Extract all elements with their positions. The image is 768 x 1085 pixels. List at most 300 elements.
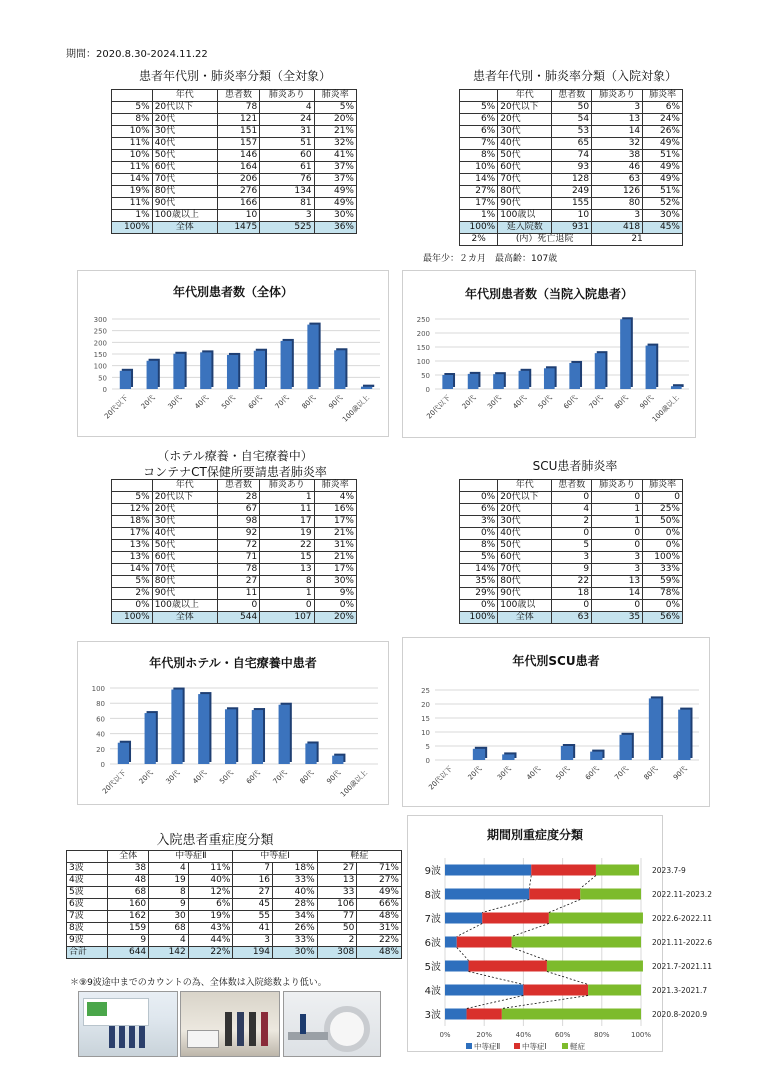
table-cell: 1% (460, 210, 498, 222)
column-header: 年代 (152, 480, 217, 492)
y-tick-label: 250 (416, 316, 430, 324)
legend-swatch (466, 1043, 472, 1049)
table-cell: 41% (314, 150, 356, 162)
bar (332, 756, 343, 764)
table-header-row (112, 90, 357, 102)
table-row (460, 138, 683, 150)
column-header: 肺炎あり (260, 480, 314, 492)
table-cell: 66% (357, 899, 402, 911)
table-row (112, 564, 357, 576)
table-cell: 1475 (217, 222, 259, 234)
table-cell: 27 (317, 863, 357, 875)
y-tick-label: 25 (421, 687, 430, 695)
series-connector (457, 948, 469, 961)
table-cell: 16 (233, 875, 273, 887)
table-cell: 6% (188, 899, 233, 911)
table-cell: 80代 (152, 186, 217, 198)
category-label: 4波 (424, 986, 441, 997)
x-tick-label: 80代 (642, 764, 660, 782)
x-tick-label: 100歳以上 (339, 768, 370, 799)
table-cell: 27% (357, 875, 402, 887)
table-row (112, 162, 357, 174)
column-header: 中等症Ⅱ (149, 851, 233, 863)
table-cell: 15 (260, 552, 314, 564)
table-cell: 26% (643, 126, 683, 138)
table-header-row (112, 480, 357, 492)
table-cell: 67 (217, 504, 259, 516)
table-cell: 70代 (498, 564, 552, 576)
table-row (112, 126, 357, 138)
table-cell: 76 (260, 174, 314, 186)
table-cell: 8 (260, 576, 314, 588)
table-cell: 20代以下 (498, 492, 552, 504)
table-cell: 8% (112, 114, 153, 126)
table-cell: 30代 (152, 516, 217, 528)
column-header: 肺炎あり (592, 480, 643, 492)
table-cell: 70代 (498, 174, 552, 186)
table-cell: 61 (260, 162, 314, 174)
table-row (67, 923, 402, 935)
bar-segment (457, 937, 512, 948)
table-row (112, 198, 357, 210)
table-cell: 60代 (498, 552, 552, 564)
table-cell: 46 (592, 162, 643, 174)
y-tick-label: 20 (421, 701, 430, 709)
bar-segment (445, 937, 457, 948)
table-cell: 19 (260, 528, 314, 540)
table-cell: 14 (592, 588, 643, 600)
table-row (112, 102, 357, 114)
column-header: 全体 (108, 851, 149, 863)
column-header (67, 851, 108, 863)
table-cell: 78% (643, 588, 683, 600)
table-cell: 7 (233, 863, 273, 875)
x-tick-label: 0% (439, 1031, 451, 1039)
table-cell: (内）死亡退院 (498, 234, 592, 246)
column-header: 患者数 (217, 480, 259, 492)
table-cell: 6% (460, 114, 498, 126)
bar-segment (445, 913, 482, 924)
table-cell: 18% (273, 863, 318, 875)
column-header (112, 480, 153, 492)
column-header (460, 90, 498, 102)
table-row (460, 516, 683, 528)
table-header-row (460, 480, 683, 492)
table-hotel-title-2: コンテナCT保健所要請患者肺炎率 (143, 465, 327, 479)
chart-title: 年代別SCU患者 (512, 654, 600, 668)
table-cell: 12% (188, 887, 233, 899)
table-cell: 3 (592, 564, 643, 576)
table-cell: 9 (552, 564, 592, 576)
table-cell: 13 (592, 576, 643, 588)
table-cell: 13 (317, 875, 357, 887)
table-cell: 0 (552, 600, 592, 612)
table-cell: 18 (552, 588, 592, 600)
table-cell: 166 (217, 198, 259, 210)
table-cell: 36% (314, 222, 356, 234)
table-cell: 19% (188, 911, 233, 923)
table-cell: 11 (217, 588, 259, 600)
table-cell: 24 (260, 114, 314, 126)
table-row (460, 504, 683, 516)
table-row (67, 935, 402, 947)
chart-title: 年代別患者数（当院入院患者） (464, 287, 633, 301)
table-cell: 49% (643, 138, 683, 150)
legend-label: 中等症Ⅰ (522, 1042, 547, 1051)
x-tick-label: 20代以下 (100, 768, 128, 796)
bar (595, 353, 606, 389)
legend-label: 中等症Ⅱ (474, 1042, 501, 1051)
table-cell: 20代 (498, 114, 552, 126)
table-all-title: 患者年代別・肺炎率分類（全対象） (138, 69, 331, 83)
table-cell: 3 (552, 552, 592, 564)
table-cell: 931 (552, 222, 592, 234)
table-cell: 22 (552, 576, 592, 588)
bar-segment (482, 913, 549, 924)
table-cell: 40% (273, 887, 318, 899)
table-cell: 100歳以上 (152, 600, 217, 612)
category-label: 8波 (424, 890, 441, 901)
table-cell: 50 (317, 923, 357, 935)
bar-segment (531, 865, 596, 876)
table-severity-title: 入院患者重症度分類 (156, 833, 274, 848)
table-cell: 0 (217, 600, 259, 612)
table-cell: 24% (643, 114, 683, 126)
table-cell: 155 (552, 198, 592, 210)
bar (671, 386, 682, 389)
table-cell: 33% (273, 875, 318, 887)
y-tick-label: 10 (421, 729, 430, 737)
table-cell: 45 (233, 899, 273, 911)
column-header (460, 480, 498, 492)
table-cell: 10 (552, 210, 592, 222)
table-cell: 20代 (152, 504, 217, 516)
category-label: 6波 (424, 938, 441, 949)
table-row (112, 516, 357, 528)
table-row (460, 540, 683, 552)
bar (225, 709, 236, 764)
table-cell: 60 (260, 150, 314, 162)
bar-segment (580, 889, 641, 900)
table-cell: 17% (314, 516, 356, 528)
table-cell: 49% (643, 162, 683, 174)
table-cell: 40代 (498, 528, 552, 540)
y-tick-label: 5 (425, 743, 430, 751)
pneumonia-table-hotel (111, 479, 357, 624)
table-cell: 20代以下 (152, 102, 217, 114)
column-header (112, 90, 153, 102)
bar (171, 690, 182, 764)
table-total-row (460, 612, 683, 624)
table-cell: 72 (217, 540, 259, 552)
bar-segment (549, 913, 643, 924)
x-tick-label: 20% (476, 1031, 492, 1039)
series-connector (580, 876, 596, 889)
column-header: 肺炎率 (643, 480, 683, 492)
table-cell: 68 (108, 887, 149, 899)
table-total-row (112, 222, 357, 234)
bar (590, 752, 602, 760)
x-tick-label: 60代 (583, 764, 601, 782)
bar (145, 713, 156, 764)
table-cell: 14% (460, 174, 498, 186)
table-cell: 29% (460, 588, 498, 600)
x-tick-label: 20代以下 (102, 393, 130, 421)
bar-segment (547, 961, 643, 972)
period-label: 2022.6-2022.11 (652, 914, 712, 923)
series-connector (512, 948, 547, 961)
pneumonia-table-scu (459, 479, 683, 624)
table-cell: 525 (260, 222, 314, 234)
x-tick-label: 30代 (495, 764, 513, 782)
x-tick-label: 80代 (612, 393, 630, 411)
bar (227, 355, 238, 389)
photo-team-room (180, 991, 280, 1057)
table-cell: 90代 (152, 198, 217, 210)
x-tick-label: 100歳以上 (650, 393, 681, 424)
table-row (460, 126, 683, 138)
column-header: 肺炎率 (314, 480, 356, 492)
table-row (112, 114, 357, 126)
severity-note: ＊⑨9波途中までのカウントの為、全体数は入院総数より低い。 (70, 978, 327, 988)
table-cell: 50代 (498, 540, 552, 552)
table-cell: 63 (592, 174, 643, 186)
bar-segment (523, 985, 588, 996)
photo-team-building (78, 991, 178, 1057)
table-cell: 100% (460, 612, 498, 624)
x-tick-label: 70代 (273, 393, 291, 411)
table-cell: 38 (592, 150, 643, 162)
pneumonia-table-all (111, 89, 357, 234)
table-cell: 4波 (67, 875, 108, 887)
table-row (460, 162, 683, 174)
table-row (460, 114, 683, 126)
table-cell: 68 (149, 923, 189, 935)
table-cell: 60代 (152, 552, 217, 564)
table-cell: 4 (149, 863, 189, 875)
series-connector (547, 972, 588, 985)
table-cell: 5% (112, 102, 153, 114)
x-tick-label: 100歳以上 (341, 393, 372, 424)
table-cell: 544 (217, 612, 259, 624)
table-total-row (112, 612, 357, 624)
table-cell: 6波 (67, 899, 108, 911)
table-cell: 14% (112, 174, 153, 186)
table-cell: 80 (592, 198, 643, 210)
table-cell: 48% (357, 911, 402, 923)
y-tick-label: 20 (96, 745, 105, 754)
table-cell: 35 (592, 612, 643, 624)
column-header: 患者数 (552, 90, 592, 102)
table-row (112, 528, 357, 540)
table-cell: 8% (460, 540, 498, 552)
table-cell: 100歳以 (498, 600, 552, 612)
table-cell: 100% (643, 552, 683, 564)
table-cell: 78 (217, 564, 259, 576)
table-cell: 14% (112, 564, 153, 576)
table-cell: 160 (108, 899, 149, 911)
table-cell: 90代 (152, 588, 217, 600)
table-cell: 10% (112, 126, 153, 138)
table-cell: 30% (314, 210, 356, 222)
table-cell: 17% (314, 564, 356, 576)
table-cell: 2% (112, 588, 153, 600)
category-label: 7波 (424, 914, 441, 925)
table-cell: 3 (260, 210, 314, 222)
table-total-row (460, 222, 683, 234)
bar (678, 710, 690, 760)
x-tick-label: 20代 (460, 393, 478, 411)
series-connector (549, 900, 580, 913)
table-cell: 45% (643, 222, 683, 234)
bar-segment (529, 889, 580, 900)
column-header: 軽症 (317, 851, 401, 863)
legend-swatch (514, 1043, 520, 1049)
series-connector (512, 924, 549, 937)
table-cell: 5波 (67, 887, 108, 899)
table-cell: 40代 (498, 138, 552, 150)
bar-segment (445, 865, 531, 876)
series-connector (529, 876, 531, 889)
table-cell: 100歳以 (498, 210, 552, 222)
x-tick-label: 70代 (613, 764, 631, 782)
period-label: 2021.11-2022.6 (652, 938, 712, 947)
table-cell: 27% (460, 186, 498, 198)
bar (120, 371, 131, 389)
column-header: 肺炎あり (592, 90, 643, 102)
bar (173, 354, 184, 389)
bar-segment (502, 1009, 641, 1020)
bar (442, 375, 453, 389)
legend-swatch (562, 1043, 568, 1049)
y-tick-label: 50 (98, 374, 107, 383)
table-cell: 4 (260, 102, 314, 114)
table-row (112, 150, 357, 162)
chart-scu-ages (402, 637, 710, 807)
x-tick-label: 50代 (220, 393, 238, 411)
table-cell: 21% (314, 552, 356, 564)
table-cell: 22% (188, 947, 233, 959)
column-header: 中等症Ⅰ (233, 851, 317, 863)
bar (468, 374, 479, 389)
table-cell: 8波 (67, 923, 108, 935)
table-cell: 418 (592, 222, 643, 234)
table-cell: 5% (112, 576, 153, 588)
table-cell: 0 (643, 492, 683, 504)
legend-label: 軽症 (570, 1042, 585, 1051)
bar (361, 387, 372, 389)
table-cell: 全体 (152, 612, 217, 624)
bar (147, 361, 158, 389)
bar (544, 368, 555, 389)
table-row (112, 492, 357, 504)
table-cell: 11 (260, 504, 314, 516)
category-label: 5波 (424, 962, 441, 973)
table-cell: 0% (460, 600, 498, 612)
table-cell: 100% (112, 222, 153, 234)
table-cell: 51 (260, 138, 314, 150)
bar (502, 754, 514, 760)
bar (620, 735, 632, 760)
table-row (460, 564, 683, 576)
table-row (112, 138, 357, 150)
table-row (67, 911, 402, 923)
period-label: 2020.8-2020.9 (652, 1010, 708, 1019)
table-cell: 20代 (498, 504, 552, 516)
table-hotel-title-1: （ホテル療養・自宅療養中） (157, 449, 313, 463)
table-scu-title: SCU患者肺炎率 (532, 459, 618, 473)
table-cell: 49% (357, 887, 402, 899)
series-connector (457, 924, 482, 937)
table-cell: 37% (314, 162, 356, 174)
table-cell: 5% (112, 492, 153, 504)
table-cell: 4 (149, 935, 189, 947)
bar-segment (445, 985, 523, 996)
table-cell: 3 (592, 552, 643, 564)
table-cell: 41 (233, 923, 273, 935)
table-row (112, 552, 357, 564)
table-cell: 100% (460, 222, 498, 234)
table-cell: 157 (217, 138, 259, 150)
table-cell: 40代 (152, 528, 217, 540)
column-header: 肺炎率 (314, 90, 356, 102)
table-row (112, 504, 357, 516)
column-header: 患者数 (552, 480, 592, 492)
table-row (460, 102, 683, 114)
table-cell: 151 (217, 126, 259, 138)
series-connector (467, 996, 524, 1009)
x-tick-label: 20代 (139, 393, 157, 411)
chart-title: 年代別患者数（全体） (172, 285, 293, 299)
table-cell: 51% (643, 186, 683, 198)
table-row (112, 588, 357, 600)
x-tick-label: 90代 (325, 768, 343, 786)
x-tick-label: 20代 (466, 764, 484, 782)
table-cell: 249 (552, 186, 592, 198)
table-row (460, 186, 683, 198)
table-cell: 162 (108, 911, 149, 923)
table-cell: 308 (317, 947, 357, 959)
table-cell: 13% (112, 552, 153, 564)
x-tick-label: 90代 (327, 393, 345, 411)
bar-segment (467, 1009, 502, 1020)
table-cell: 206 (217, 174, 259, 186)
table-cell: 0% (643, 600, 683, 612)
table-cell: 20代 (152, 114, 217, 126)
table-cell: 59% (643, 576, 683, 588)
table-cell: 50代 (152, 540, 217, 552)
y-tick-label: 100 (93, 362, 107, 371)
table-row (67, 863, 402, 875)
x-tick-label: 80代 (300, 393, 318, 411)
table-row (67, 887, 402, 899)
bar (646, 346, 657, 389)
x-tick-label: 40代 (191, 768, 209, 786)
table-cell: 9 (149, 899, 189, 911)
table-cell: 16% (314, 504, 356, 516)
table-cell: 60代 (152, 162, 217, 174)
x-tick-label: 90代 (638, 393, 656, 411)
table-cell: 54 (552, 114, 592, 126)
bar (473, 749, 485, 760)
table-row (460, 576, 683, 588)
table-cell: 121 (217, 114, 259, 126)
table-cell: 5% (460, 552, 498, 564)
y-tick-label: 150 (416, 344, 430, 352)
bar-segment (588, 985, 641, 996)
x-tick-label: 80代 (298, 768, 316, 786)
table-cell: 28 (217, 492, 259, 504)
